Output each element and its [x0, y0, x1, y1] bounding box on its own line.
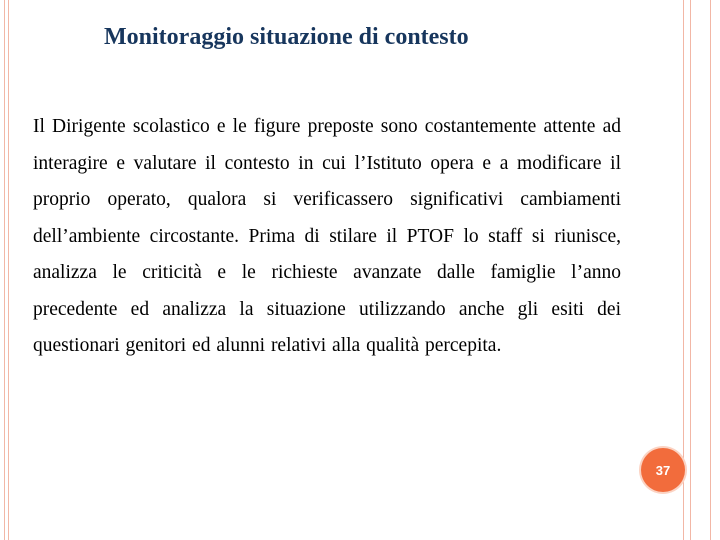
border-line-right-outer — [710, 0, 711, 540]
border-line-right-inner — [683, 0, 684, 540]
body-paragraph: Il Dirigente scolastico e le figure preposte sono costantemente attente ad interagire e valutare il contesto in cui l’Istituto opera e a modificare il proprio operato, qualora si verificassero significativi cambiamenti dell’ambiente circostante. Prima di stilare il PTOF lo staff si riunisce, analizza le criticità e le richieste avanzate dalle famiglie l’anno precedente ed analizza la situazione utilizzando anche gli esiti dei questionari genitori ed alunni relativi alla qualità percepita. — [33, 116, 621, 356]
page-number: 37 — [655, 462, 671, 478]
border-line-right-middle — [690, 0, 691, 540]
page-number-badge — [641, 448, 685, 492]
border-line-left-outer — [4, 0, 5, 540]
border-line-left-inner — [8, 0, 9, 540]
slide-title: Monitoraggio situazione di contesto — [104, 24, 469, 50]
